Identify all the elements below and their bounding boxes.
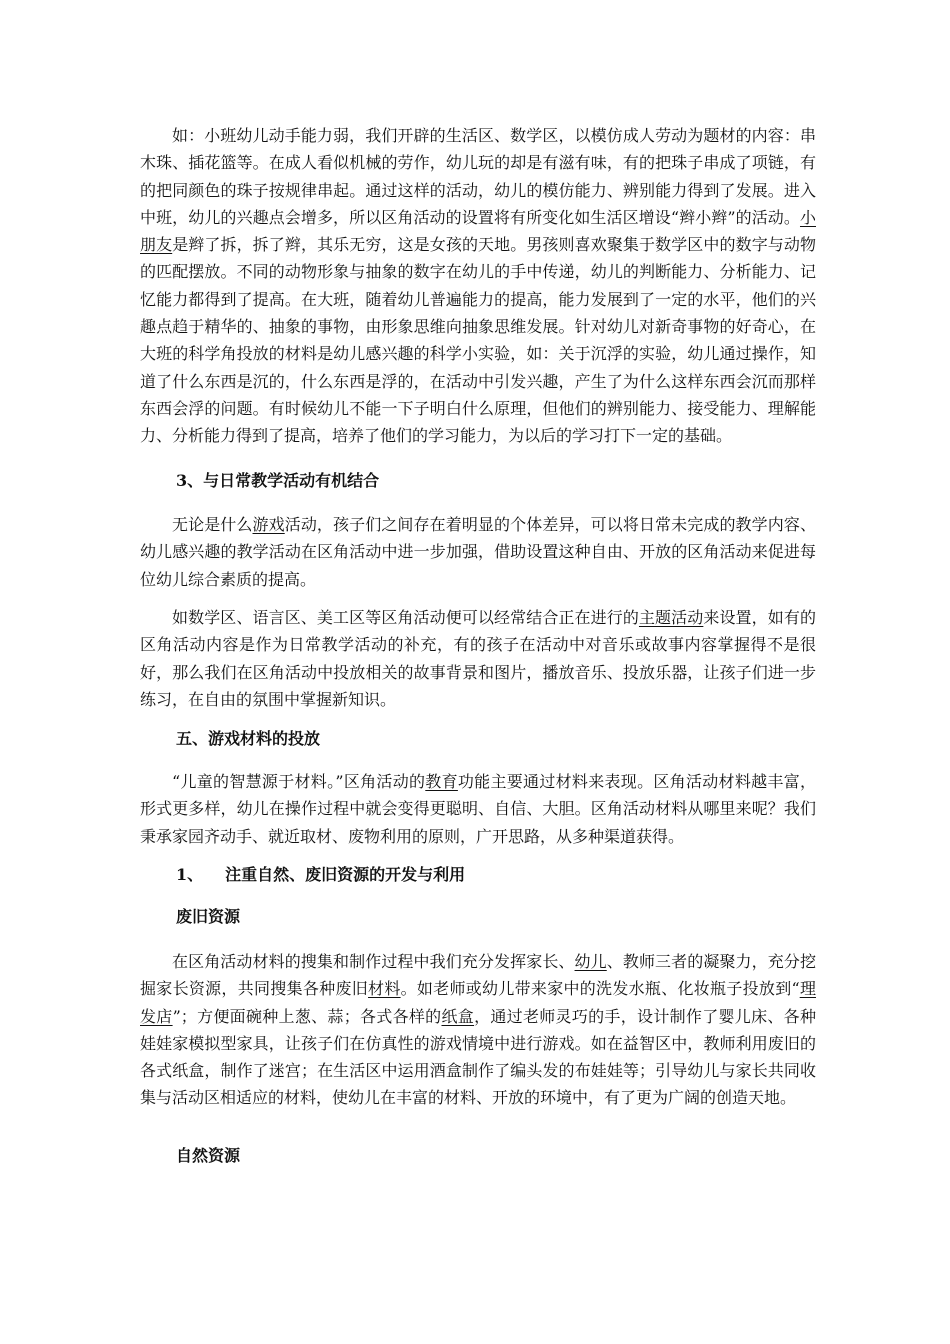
link-zhuti-huodong[interactable]: 主题活动 <box>638 608 704 627</box>
heading-daily-teaching: 3、与日常教学活动有机结合 <box>176 471 380 490</box>
link-lifadian[interactable]: 理发店 <box>140 979 816 1026</box>
heading-natural-waste-resources <box>176 863 465 887</box>
paragraph-waste-materials <box>140 948 816 1112</box>
paragraph-text: 活动，孩子们之间存在着明显的个体差异，可以将日常未完成的教学内容、幼儿感兴趣的教学活动在区角活动中进一步加强，借助设置这种自由、开放的区角活动来促进每位幼儿综合素质的提高。 <box>140 515 816 589</box>
heading-natural-resources: 自然资源 <box>176 1146 241 1165</box>
heading-game-materials: 五、游戏材料的投放 <box>176 729 321 748</box>
link-xiaopengyou[interactable]: 小朋友 <box>140 207 816 255</box>
paragraph-text: 在区角活动材料的搜集和制作过程中我们充分发挥家长、 <box>172 952 575 971</box>
paragraph-text: 如数学区、语言区、美工区等区角活动便可以经常结合正在进行的 <box>172 608 639 627</box>
link-youer[interactable]: 幼儿 <box>574 952 607 971</box>
paragraph-text: ，通过老师灵巧的手，设计制作了婴儿床、各种娃娃家模拟型家具，让孩子们在仿真性的游戏情境中进行游戏。如在益智区中，教师利用废旧的各式纸盒，制作了迷宫；在生活区中运用酒盒制作了编头发的布娃娃等；引导幼儿与家长共同收集与活动区相适应的材料，使幼儿在丰富的材料、开放的环境中，有了更为广阔的创造天地。 <box>140 1006 816 1108</box>
link-zhihe[interactable]: 纸盒 <box>441 1006 475 1026</box>
paragraph-text: 、教师三者的凝聚力，充分挖掘家长资源，共同搜集各种废旧 <box>140 952 816 999</box>
paragraph-text: 功能主要通过材料来表现。区角活动材料越丰富，形式更多样，幼儿在操作过程中就会变得更聪明、自信、大胆。区角活动材料从哪里来呢？我们秉承家园齐动手、就近取材、废物利用的原则，广开思路，从多种渠道获得。 <box>140 772 816 846</box>
link-jiaoyu[interactable]: 教育 <box>425 772 458 791</box>
heading-text: 注重自然、废旧资源的开发与利用 <box>225 865 466 884</box>
paragraph-theme-activities <box>140 604 816 713</box>
paragraph-materials-wisdom <box>140 768 816 850</box>
paragraph-text: 。如老师或幼儿带来家中的洗发水瓶、化妆瓶子投放到“ <box>400 979 800 999</box>
paragraph-text: ”；方便面碗种上葱、蒜；各式各样的 <box>172 1006 442 1026</box>
paragraph-class-activities <box>140 122 816 450</box>
link-cailiao[interactable]: 材料 <box>368 979 401 999</box>
paragraph-text: 无论是什么 <box>172 515 253 534</box>
heading-waste-resources: 废旧资源 <box>176 907 241 926</box>
paragraph-game-differences <box>140 511 816 593</box>
paragraph-text: 如：小班幼儿动手能力弱，我们开辟的生活区、数学区，以模仿成人劳动为题材的内容：串木珠、插花篮等。在成人看似机械的劳作，幼儿玩的却是有滋有味，有的把珠子串成了项链，有的把同颜色的珠子按规律串起。通过这样的活动，幼儿的模仿能力、辨别能力得到了发展。进入中班，幼儿的兴趣点会增多，所以区角活动的设置将有所变化如生活区增设“辫小辫”的活动。 <box>140 126 816 227</box>
heading-number: 1、 <box>176 865 204 884</box>
paragraph-text: “儿童的智慧源于材料。”区角活动的 <box>172 772 426 791</box>
link-youxi[interactable]: 游戏 <box>252 515 285 534</box>
paragraph-text: 来设置，如有的区角活动内容是作为日常教学活动的补充，有的孩子在活动中对音乐或故事内容掌握得不是很好，那么我们在区角活动中投放相关的故事背景和图片，播放音乐、投放乐器，让孩子们进一步练习，在自由的氛围中掌握新知识。 <box>140 608 816 709</box>
paragraph-text: 是辫了拆，拆了辫，其乐无穷，这是女孩的天地。男孩则喜欢聚集于数学区中的数字与动物的匹配摆放。不同的动物形象与抽象的数字在幼儿的手中传递，幼儿的判断能力、分析能力、记忆能力都得到了提高。在大班，随着幼儿普遍能力的提高，能力发展到了一定的水平，他们的兴趣点趋于精华的、抽象的事物，由形象思维向抽象思维发展。针对幼儿对新奇事物的好奇心，在大班的科学角投放的材料是幼儿感兴趣的科学小实验，如：关于沉浮的实验，幼儿通过操作，知道了什么东西是沉的，什么东西是浮的，在活动中引发兴趣，产生了为什么这样东西会沉而那样东西会浮的问题。有时候幼儿不能一下子明白什么原理，但他们的辨别能力、接受能力、理解能力、分析能力得到了提高，培养了他们的学习能力，为以后的学习打下一定的基础。 <box>140 235 816 446</box>
